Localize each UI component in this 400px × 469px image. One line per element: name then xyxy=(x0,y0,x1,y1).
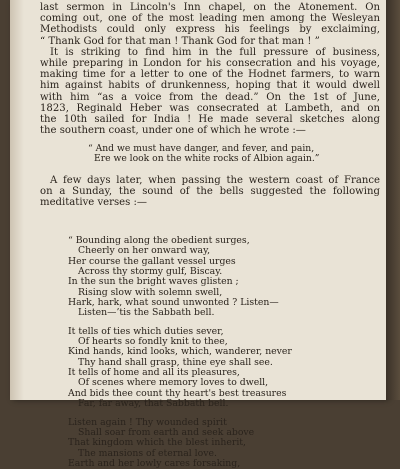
verse-line: Kind hands, kind looks, which, wanderer, never xyxy=(68,346,292,358)
text-line: Methodists could only express his feelings by exclaiming, xyxy=(40,24,380,36)
verse-line: In the sun the bright waves glisten ; xyxy=(68,276,239,288)
verse-line: Across thy stormy gulf, Biscay. xyxy=(78,266,223,278)
verse-line: Thy hand shall grasp, thine eye shall see. xyxy=(78,356,273,368)
text-line: the southern coast, under one of which he wrote :— xyxy=(40,125,306,137)
verse-line: Listen—’tis the Sabbath bell. xyxy=(78,307,215,319)
text-line: “ Thank God for that man ! Thank God for that man ! ” xyxy=(40,35,320,47)
verse-line: Of scenes where memory loves to dwell, xyxy=(78,377,269,389)
text-line: A few days later, when passing the western coast of France xyxy=(50,175,380,186)
verse-line: The mansions of eternal love. xyxy=(78,447,217,459)
quote-line: Ere we look on the white rocks of Albion again.” xyxy=(94,153,320,165)
quote xyxy=(88,144,319,164)
verse-line: Hark, hark, what sound unwonted ? Listen— xyxy=(68,297,279,309)
verse-line: And bids thee count thy heart's best treasures xyxy=(68,387,287,399)
verse-line: Far, far away, that Sabbath bell. xyxy=(78,398,229,410)
paragraph-2 xyxy=(40,175,380,209)
verse-line: Earth and her lowly cares forsaking, xyxy=(68,457,241,469)
text-line: on a Sunday, the sound of the bells suggested the following xyxy=(40,186,380,198)
text-line: It is striking to find him in the full pressure of business, xyxy=(50,46,380,58)
verse-line: Of hearts so fondly knit to thee, xyxy=(78,336,228,348)
verse-line: That kingdom which the blest inherit, xyxy=(68,437,246,449)
verse-line: Listen again ! Thy wounded spirit xyxy=(68,416,227,428)
verse-line: “ Bounding along the obedient surges, xyxy=(68,235,250,246)
book-page xyxy=(10,0,386,469)
poem xyxy=(68,236,292,469)
text-line: meditative verses :— xyxy=(40,197,148,209)
text-line: him against habits of drunkenness, hoping that it would dwell xyxy=(40,80,380,92)
text-line: the 10th sailed for India ! He made several sketches along xyxy=(40,113,380,125)
text-line: coming out, one of the most leading men among the Wesleyan xyxy=(40,13,380,25)
verse-line: Cheerly on her onward way, xyxy=(78,245,211,257)
text-line: with him “as a voice from the dead.” On the 1st of June, xyxy=(40,91,380,103)
text-line: 1823, Reginald Heber was consecrated at Lambeth, and on xyxy=(40,102,380,114)
verse-line: Rising slow with solemn swell, xyxy=(78,286,223,298)
verse-line: It tells of home and all its pleasures, xyxy=(68,367,240,379)
verse-line: Shall soar from earth and seek above xyxy=(78,426,255,438)
book-edge xyxy=(386,0,400,400)
verse-line: Her course the gallant vessel urges xyxy=(68,255,236,267)
text-line: last sermon in Lincoln's Inn chapel, on the Atonement. On xyxy=(40,2,380,13)
text-line: while preparing in London for his consecration and his voyage, xyxy=(40,57,380,69)
quote-line: “ And we must have danger, and fever, and pain, xyxy=(88,143,315,154)
verse-line: It tells of ties which duties sever, xyxy=(68,325,224,337)
text-line: making time for a letter to one of the Hodnet farmers, to warn xyxy=(40,69,380,81)
body-text xyxy=(40,2,380,136)
